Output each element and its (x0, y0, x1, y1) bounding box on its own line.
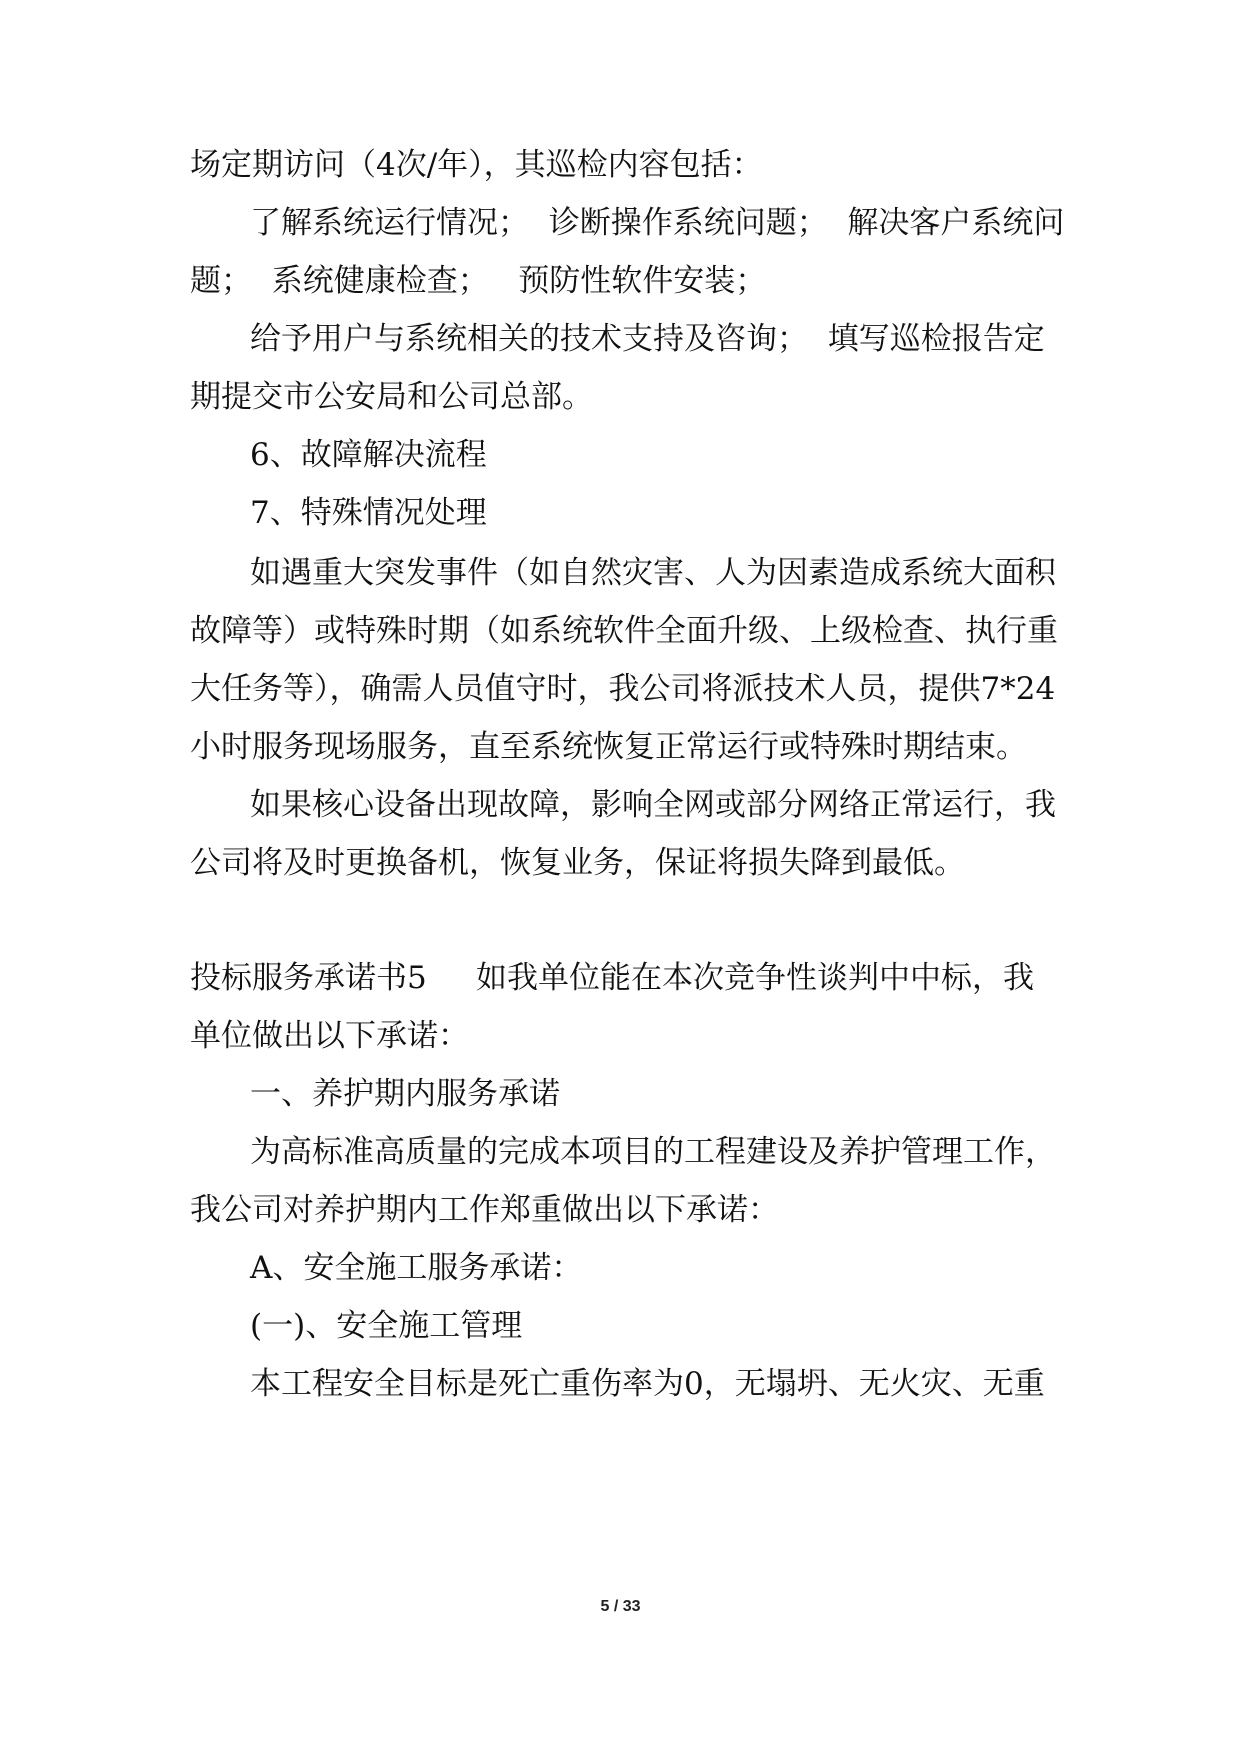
text-line: 如果核心设备出现故障，影响全网或部分网络正常运行，我 (250, 787, 1056, 823)
page-number: 5 / 33 (600, 1598, 641, 1615)
section-heading: (一)、安全施工管理 (250, 1308, 523, 1344)
text-line: 小时服务现场服务，直至系统恢复正常运行或特殊时期结束。 (190, 729, 1027, 765)
text-line: 给予用户与系统相关的技术支持及咨询； 填写巡检报告定 (250, 321, 1045, 357)
text-line: 故障等）或特殊时期（如系统软件全面升级、上级检查、执行重 (190, 613, 1058, 649)
text-line: 了解系统运行情况； 诊断操作系统问题； 解决客户系统问 (250, 205, 1065, 241)
text-line: 我公司对养护期内工作郑重做出以下承诺： (190, 1192, 779, 1228)
text-line: 大任务等），确需人员值守时，我公司将派技术人员，提供7*24 (190, 671, 1056, 707)
text-line: 单位做出以下承诺： (190, 1018, 469, 1054)
document-title-line: 投标服务承诺书5 如我单位能在本次竞争性谈判中中标，我 (190, 960, 1034, 996)
text-line: 如遇重大突发事件（如自然灾害、人为因素造成系统大面积 (250, 555, 1056, 591)
section-heading: 6、故障解决流程 (250, 437, 487, 473)
text-line: 公司将及时更换备机，恢复业务，保证将损失降到最低。 (190, 845, 965, 881)
text-line: 题； 系统健康检查； 预防性软件安装； (190, 263, 767, 299)
text-line: 期提交市公安局和公司总部。 (190, 379, 593, 415)
section-heading: A、安全施工服务承诺： (250, 1250, 583, 1286)
text-line: 为高标准高质量的完成本项目的工程建设及养护管理工作， (250, 1134, 1056, 1170)
section-heading: 一、养护期内服务承诺 (250, 1076, 560, 1112)
text-line: 场定期访问（4次/年），其巡检内容包括： (190, 147, 763, 183)
text-line: 本工程安全目标是死亡重伤率为0，无塌坍、无火灾、无重 (250, 1366, 1045, 1402)
section-heading: 7、特殊情况处理 (250, 495, 487, 531)
